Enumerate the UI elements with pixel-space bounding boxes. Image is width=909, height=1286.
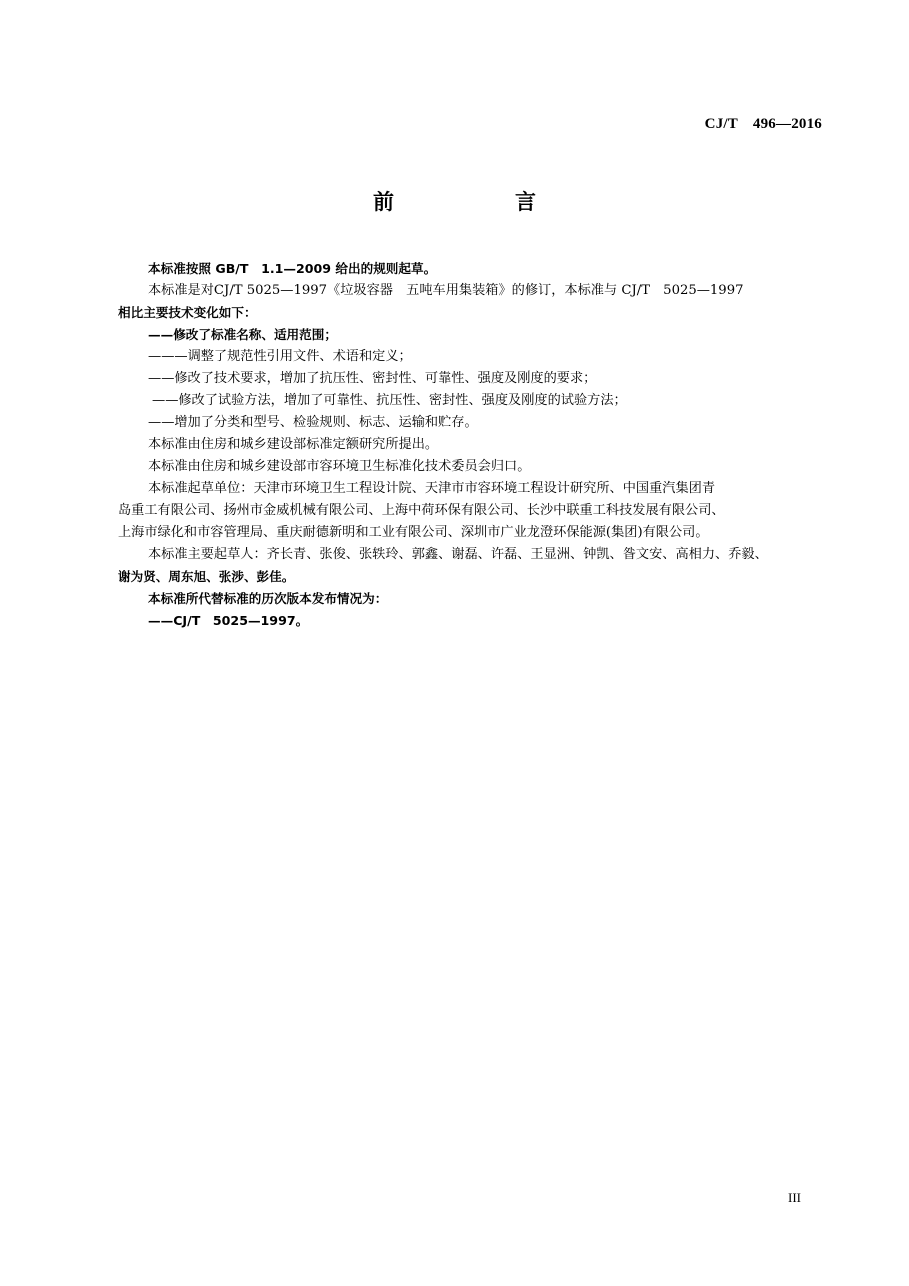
foreword-body — [118, 258, 830, 632]
paragraph-drafters-line2: 谢为贤、周东旭、张涉、彭佳。 — [118, 569, 295, 584]
change-item-4: ——修改了试验方法，增加了可靠性、抗压性、密封性、强度及刚度的试验方法； — [152, 393, 627, 408]
paragraph-revision-line1: 本标准是对CJ/T 5025—1997《垃圾容器 五吨车用集装箱》的修订，本标准与 CJ/T 5025—1997 — [148, 283, 744, 298]
paragraph-drafting-units-line2: 岛重工有限公司、扬州市金威机械有限公司、上海中荷环保有限公司、长沙中联重工科技发展有限公司、 — [118, 503, 725, 518]
paragraph-revision-line2: 相比主要技术变化如下： — [118, 305, 257, 320]
paragraph-administrator: 本标准由住房和城乡建设部市容环境卫生标准化技术委员会归口。 — [148, 459, 531, 474]
change-item-2: ———调整了规范性引用文件、术语和定义； — [148, 349, 412, 364]
previous-edition-item: ——CJ/T 5025—1997。 — [148, 613, 309, 628]
page-number: III — [788, 1190, 801, 1205]
change-item-3: ——修改了技术要求，增加了抗压性、密封性、可靠性、强度及刚度的要求； — [148, 371, 597, 386]
page-title: 前 言 — [373, 190, 586, 214]
change-item-1: ——修改了标准名称、适用范围； — [148, 327, 337, 342]
paragraph-drafters-line1: 本标准主要起草人：齐长青、张俊、张轶玲、郭鑫、谢磊、许磊、王显洲、钟凯、昝文安、高相力、乔毅、 — [148, 547, 768, 562]
standard-code-header: CJ/T 496—2016 — [704, 116, 822, 132]
change-item-5: ——增加了分类和型号、检验规则、标志、运输和贮存。 — [148, 415, 478, 430]
paragraph-previous-editions: 本标准所代替标准的历次版本发布情况为： — [148, 591, 388, 606]
paragraph-drafting-units-line1: 本标准起草单位：天津市环境卫生工程设计院、天津市市容环境工程设计研究所、中国重汽集团青 — [148, 481, 716, 496]
paragraph-drafting-units-line3: 上海市绿化和市容管理局、重庆耐德新明和工业有限公司、深圳市广业龙澄环保能源(集团)有限公司。 — [118, 525, 709, 540]
paragraph-proposer: 本标准由住房和城乡建设部标准定额研究所提出。 — [148, 437, 439, 452]
paragraph-drafting-rules: 本标准按照 GB/T 1.1—2009 给出的规则起草。 — [148, 261, 437, 276]
